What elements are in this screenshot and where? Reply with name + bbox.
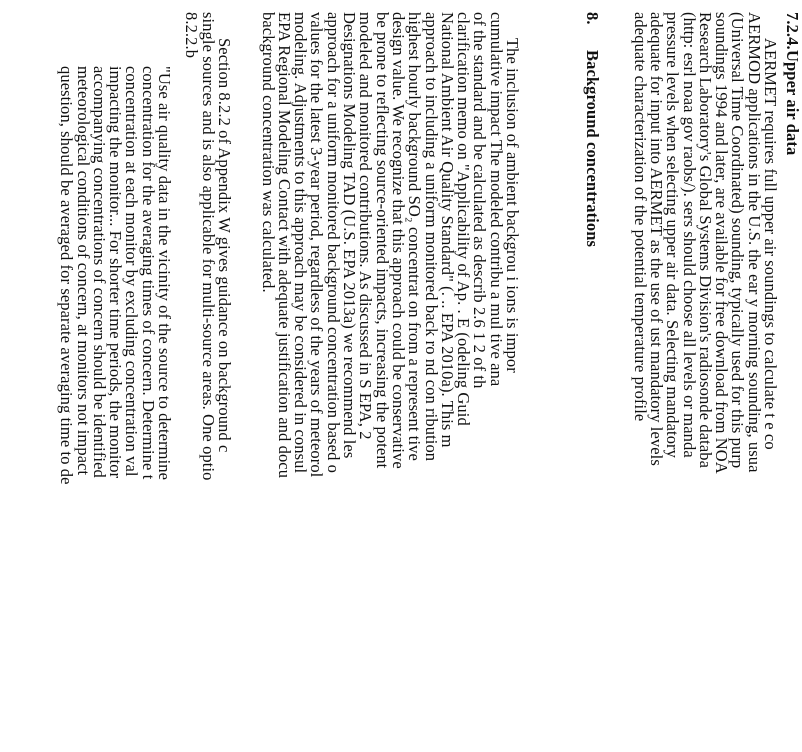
- text-line: (Universal Time Coordinated) sounding, typically used for this purp: [728, 12, 748, 469]
- appendix-w-quote: [58, 12, 172, 752]
- text-line: question, should be averaged for separate averaging time to de: [57, 66, 77, 485]
- section-7-2-4-body: [631, 12, 778, 752]
- text-line: clarification memo on "Applicability of Ap. . E (odeling Guid: [454, 12, 474, 426]
- section-title: Upper air data: [783, 50, 802, 156]
- text-line: highest hourly background SO₂ concentrat on from a represent tive: [405, 12, 425, 461]
- text-line: The inclusion of ambient backgrou i ions is impor: [503, 38, 522, 373]
- section-7-2-4-heading: [784, 12, 800, 155]
- text-line: values for the latest 3-year period, regardless of the years of meteorol: [307, 12, 327, 478]
- text-line: "Use air quality data in the vicinity of the source to determine: [155, 66, 174, 481]
- section-8-heading: [584, 12, 600, 247]
- text-line: Section 8.2.2 of Appendix W gives guidance on background c: [215, 38, 234, 453]
- section-8-paragraph-2: [183, 12, 232, 752]
- text-line: pressure levels when selecting upper air data. Selecting mandatory: [663, 12, 683, 458]
- text-line: background concentration was calculated.: [258, 12, 278, 293]
- text-line: cumulative impact The modeled contribu a mul tive ana: [486, 12, 506, 387]
- section-title: Background concentrations: [583, 50, 602, 248]
- text-line: EPA Regional Modeling Contact with adequate justification and docu: [274, 12, 294, 479]
- text-line: be prone to reflecting source-oriented impacts, increasing the potent: [372, 12, 392, 469]
- text-line: concentration for the averaging times of concern. Determine t: [138, 66, 158, 480]
- rotated-document: [57, 12, 802, 752]
- section-number: 7.2.4.: [783, 12, 802, 50]
- text-line: (http: esrl noaa gov raobs/). sers should choose all levels or manda: [679, 12, 699, 458]
- text-line: single sources and is also applicable for multi-source areas. One optio: [198, 12, 218, 481]
- text-line: 8.2.2.b: [182, 12, 202, 59]
- section-number: 8.: [583, 12, 602, 25]
- text-line: design value. We recognize that this approach could be conservative: [388, 12, 408, 469]
- text-line: modeling. Adjustments to this approach may be considered in consul: [291, 12, 311, 474]
- text-line: impacting the monitor... For shorter time periods, the monitor: [106, 66, 126, 479]
- text-line: AERMET requires full upper air soundings to calculate t e co: [761, 38, 780, 450]
- text-line: accompanying concentrations of concern should be identified: [89, 66, 109, 478]
- text-line: Research Laboratory's Global Systems Division's radiosonde databa: [695, 12, 715, 469]
- text-line: meteorological conditions of concern, at monitors not impact: [73, 66, 93, 476]
- text-line: adequate characterization of the potential temperature profile: [630, 12, 650, 422]
- text-line: concentration at each monitor by excluding concentration val: [122, 66, 142, 477]
- text-line: National Ambient Air Quality Standard" (. .. EPA 2010a). This m: [437, 12, 457, 448]
- text-line: soundings 1994 and later, are available for free download from NOA: [712, 12, 732, 474]
- text-line: of the standard and be calculated as describ 2.6 1 2 of th: [470, 12, 490, 389]
- text-line: approach for a uniform monitored background concentration based o: [323, 12, 343, 474]
- text-line: AERMOD applications in the U.S. the ear y morning sounding, usua: [744, 12, 764, 473]
- text-line: approach to including a uniform monitored back ro nd con ribution: [421, 12, 441, 462]
- text-line: Designations Modeling TAD (U.S. EPA 2013a) we recommend les: [340, 12, 360, 459]
- section-8-paragraph-1: [259, 12, 520, 752]
- text-line: adequate for input into AERMET as the use of ust mandatory levels: [646, 12, 666, 466]
- text-line: modeled and monitored contributions. As discussed in S EPA, 2: [356, 12, 376, 440]
